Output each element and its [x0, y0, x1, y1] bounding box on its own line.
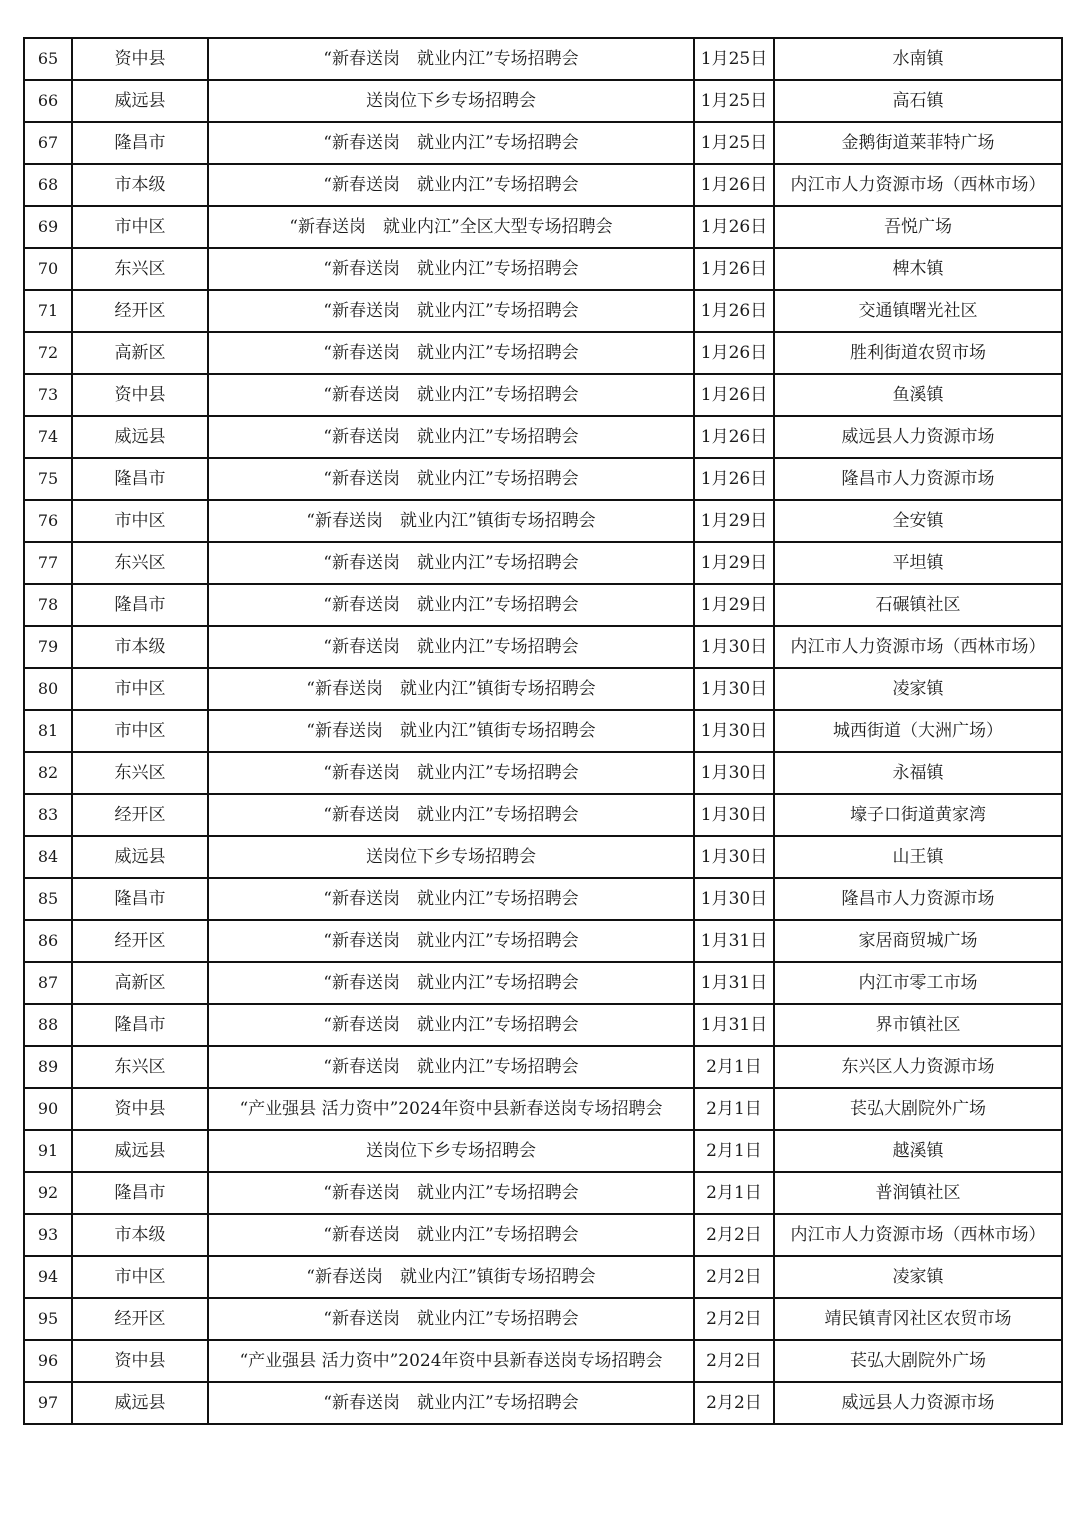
- venue-cell: 普润镇社区: [774, 1172, 1062, 1214]
- date-cell: 1月26日: [694, 458, 774, 500]
- row-number: 71: [24, 290, 72, 332]
- venue-cell: 永福镇: [774, 752, 1062, 794]
- table-row: [24, 164, 1062, 206]
- date-cell: 1月26日: [694, 164, 774, 206]
- venue-cell: 交通镇曙光社区: [774, 290, 1062, 332]
- row-number: 88: [24, 1004, 72, 1046]
- venue-cell: 鱼溪镇: [774, 374, 1062, 416]
- district-cell: 资中县: [72, 1088, 208, 1130]
- date-cell: 1月30日: [694, 794, 774, 836]
- district-cell: 市本级: [72, 1214, 208, 1256]
- district-cell: 隆昌市: [72, 584, 208, 626]
- row-number: 79: [24, 626, 72, 668]
- venue-cell: 山王镇: [774, 836, 1062, 878]
- date-cell: 1月26日: [694, 332, 774, 374]
- table-row: [24, 962, 1062, 1004]
- district-cell: 经开区: [72, 1298, 208, 1340]
- table-row: [24, 500, 1062, 542]
- event-name-cell: “新春送岗 就业内江”镇街专场招聘会: [208, 710, 694, 752]
- row-number: 95: [24, 1298, 72, 1340]
- district-cell: 隆昌市: [72, 458, 208, 500]
- table-row: [24, 332, 1062, 374]
- table-row: [24, 122, 1062, 164]
- date-cell: 2月1日: [694, 1046, 774, 1088]
- district-cell: 市中区: [72, 1256, 208, 1298]
- district-cell: 市中区: [72, 500, 208, 542]
- row-number: 84: [24, 836, 72, 878]
- row-number: 94: [24, 1256, 72, 1298]
- row-number: 75: [24, 458, 72, 500]
- venue-cell: 全安镇: [774, 500, 1062, 542]
- event-name-cell: “新春送岗 就业内江”全区大型专场招聘会: [208, 206, 694, 248]
- table-row: [24, 836, 1062, 878]
- table-row: [24, 206, 1062, 248]
- venue-cell: 内江市人力资源市场（西林市场）: [774, 1214, 1062, 1256]
- event-name-cell: “新春送岗 就业内江”专场招聘会: [208, 1298, 694, 1340]
- date-cell: 2月2日: [694, 1382, 774, 1424]
- date-cell: 1月31日: [694, 920, 774, 962]
- event-name-cell: “新春送岗 就业内江”专场招聘会: [208, 1046, 694, 1088]
- table-row: [24, 1088, 1062, 1130]
- date-cell: 1月30日: [694, 836, 774, 878]
- row-number: 70: [24, 248, 72, 290]
- event-name-cell: “新春送岗 就业内江”专场招聘会: [208, 878, 694, 920]
- venue-cell: 越溪镇: [774, 1130, 1062, 1172]
- venue-cell: 金鹅街道莱菲特广场: [774, 122, 1062, 164]
- date-cell: 1月25日: [694, 122, 774, 164]
- row-number: 93: [24, 1214, 72, 1256]
- venue-cell: 东兴区人力资源市场: [774, 1046, 1062, 1088]
- row-number: 82: [24, 752, 72, 794]
- event-name-cell: “新春送岗 就业内江”专场招聘会: [208, 458, 694, 500]
- row-number: 67: [24, 122, 72, 164]
- table-row: [24, 1382, 1062, 1424]
- venue-cell: 凌家镇: [774, 1256, 1062, 1298]
- venue-cell: 石碾镇社区: [774, 584, 1062, 626]
- table-row: [24, 248, 1062, 290]
- district-cell: 资中县: [72, 1340, 208, 1382]
- table-row: [24, 416, 1062, 458]
- date-cell: 2月1日: [694, 1088, 774, 1130]
- venue-cell: 壕子口街道黄家湾: [774, 794, 1062, 836]
- date-cell: 1月30日: [694, 626, 774, 668]
- district-cell: 隆昌市: [72, 878, 208, 920]
- event-name-cell: “新春送岗 就业内江”专场招聘会: [208, 122, 694, 164]
- table-row: [24, 1340, 1062, 1382]
- venue-cell: 家居商贸城广场: [774, 920, 1062, 962]
- table-row: [24, 668, 1062, 710]
- district-cell: 市中区: [72, 710, 208, 752]
- event-name-cell: “新春送岗 就业内江”镇街专场招聘会: [208, 500, 694, 542]
- date-cell: 1月30日: [694, 878, 774, 920]
- table-row: [24, 878, 1062, 920]
- table-row: [24, 38, 1062, 80]
- date-cell: 2月1日: [694, 1130, 774, 1172]
- date-cell: 1月29日: [694, 584, 774, 626]
- date-cell: 2月2日: [694, 1340, 774, 1382]
- venue-cell: 水南镇: [774, 38, 1062, 80]
- schedule-table-body: [24, 38, 1062, 1424]
- event-name-cell: “新春送岗 就业内江”专场招聘会: [208, 248, 694, 290]
- venue-cell: 平坦镇: [774, 542, 1062, 584]
- date-cell: 2月2日: [694, 1214, 774, 1256]
- district-cell: 经开区: [72, 290, 208, 332]
- district-cell: 经开区: [72, 920, 208, 962]
- table-row: [24, 458, 1062, 500]
- table-row: [24, 794, 1062, 836]
- venue-cell: 吾悦广场: [774, 206, 1062, 248]
- venue-cell: 隆昌市人力资源市场: [774, 458, 1062, 500]
- event-name-cell: “新春送岗 就业内江”专场招聘会: [208, 1004, 694, 1046]
- row-number: 65: [24, 38, 72, 80]
- venue-cell: 界市镇社区: [774, 1004, 1062, 1046]
- row-number: 96: [24, 1340, 72, 1382]
- table-row: [24, 542, 1062, 584]
- table-row: [24, 1172, 1062, 1214]
- row-number: 92: [24, 1172, 72, 1214]
- row-number: 76: [24, 500, 72, 542]
- district-cell: 市中区: [72, 668, 208, 710]
- row-number: 68: [24, 164, 72, 206]
- venue-cell: 椑木镇: [774, 248, 1062, 290]
- event-name-cell: 送岗位下乡专场招聘会: [208, 80, 694, 122]
- venue-cell: 隆昌市人力资源市场: [774, 878, 1062, 920]
- row-number: 89: [24, 1046, 72, 1088]
- date-cell: 1月31日: [694, 1004, 774, 1046]
- table-row: [24, 626, 1062, 668]
- row-number: 90: [24, 1088, 72, 1130]
- table-row: [24, 752, 1062, 794]
- venue-cell: 内江市人力资源市场（西林市场）: [774, 626, 1062, 668]
- event-name-cell: “新春送岗 就业内江”专场招聘会: [208, 752, 694, 794]
- event-name-cell: “新春送岗 就业内江”专场招聘会: [208, 374, 694, 416]
- event-name-cell: “新春送岗 就业内江”专场招聘会: [208, 626, 694, 668]
- venue-cell: 胜利街道农贸市场: [774, 332, 1062, 374]
- district-cell: 市本级: [72, 164, 208, 206]
- district-cell: 资中县: [72, 374, 208, 416]
- table-row: [24, 1214, 1062, 1256]
- district-cell: 高新区: [72, 332, 208, 374]
- event-name-cell: 送岗位下乡专场招聘会: [208, 836, 694, 878]
- venue-cell: 凌家镇: [774, 668, 1062, 710]
- district-cell: 隆昌市: [72, 122, 208, 164]
- date-cell: 2月1日: [694, 1172, 774, 1214]
- date-cell: 2月2日: [694, 1256, 774, 1298]
- table-row: [24, 1298, 1062, 1340]
- row-number: 87: [24, 962, 72, 1004]
- date-cell: 1月26日: [694, 374, 774, 416]
- venue-cell: 靖民镇青冈社区农贸市场: [774, 1298, 1062, 1340]
- district-cell: 经开区: [72, 794, 208, 836]
- table-row: [24, 1256, 1062, 1298]
- district-cell: 威远县: [72, 1130, 208, 1172]
- row-number: 97: [24, 1382, 72, 1424]
- date-cell: 1月26日: [694, 206, 774, 248]
- event-name-cell: “新春送岗 就业内江”专场招聘会: [208, 584, 694, 626]
- event-name-cell: “新春送岗 就业内江”专场招聘会: [208, 920, 694, 962]
- venue-cell: 内江市人力资源市场（西林市场）: [774, 164, 1062, 206]
- venue-cell: 苌弘大剧院外广场: [774, 1088, 1062, 1130]
- district-cell: 隆昌市: [72, 1004, 208, 1046]
- district-cell: 隆昌市: [72, 1172, 208, 1214]
- venue-cell: 威远县人力资源市场: [774, 416, 1062, 458]
- date-cell: 1月30日: [694, 668, 774, 710]
- date-cell: 2月2日: [694, 1298, 774, 1340]
- event-name-cell: “新春送岗 就业内江”专场招聘会: [208, 962, 694, 1004]
- event-name-cell: “新春送岗 就业内江”专场招聘会: [208, 38, 694, 80]
- date-cell: 1月25日: [694, 80, 774, 122]
- table-row: [24, 1046, 1062, 1088]
- district-cell: 东兴区: [72, 542, 208, 584]
- date-cell: 1月26日: [694, 248, 774, 290]
- row-number: 66: [24, 80, 72, 122]
- district-cell: 东兴区: [72, 1046, 208, 1088]
- event-name-cell: 送岗位下乡专场招聘会: [208, 1130, 694, 1172]
- table-row: [24, 710, 1062, 752]
- event-name-cell: “新春送岗 就业内江”专场招聘会: [208, 542, 694, 584]
- event-name-cell: “新春送岗 就业内江”专场招聘会: [208, 1382, 694, 1424]
- table-row: [24, 1004, 1062, 1046]
- event-name-cell: “新春送岗 就业内江”专场招聘会: [208, 416, 694, 458]
- district-cell: 威远县: [72, 1382, 208, 1424]
- venue-cell: 高石镇: [774, 80, 1062, 122]
- venue-cell: 城西街道（大洲广场）: [774, 710, 1062, 752]
- row-number: 78: [24, 584, 72, 626]
- date-cell: 1月29日: [694, 542, 774, 584]
- district-cell: 威远县: [72, 80, 208, 122]
- row-number: 83: [24, 794, 72, 836]
- table-row: [24, 1130, 1062, 1172]
- table-row: [24, 290, 1062, 332]
- district-cell: 东兴区: [72, 248, 208, 290]
- district-cell: 高新区: [72, 962, 208, 1004]
- district-cell: 市本级: [72, 626, 208, 668]
- event-name-cell: “产业强县 活力资中”2024年资中县新春送岗专场招聘会: [208, 1340, 694, 1382]
- row-number: 86: [24, 920, 72, 962]
- date-cell: 1月26日: [694, 290, 774, 332]
- row-number: 80: [24, 668, 72, 710]
- event-name-cell: “新春送岗 就业内江”专场招聘会: [208, 1172, 694, 1214]
- table-row: [24, 374, 1062, 416]
- row-number: 73: [24, 374, 72, 416]
- date-cell: 1月31日: [694, 962, 774, 1004]
- date-cell: 1月26日: [694, 416, 774, 458]
- event-name-cell: “新春送岗 就业内江”镇街专场招聘会: [208, 1256, 694, 1298]
- row-number: 81: [24, 710, 72, 752]
- event-name-cell: “新春送岗 就业内江”专场招聘会: [208, 290, 694, 332]
- table-row: [24, 80, 1062, 122]
- row-number: 69: [24, 206, 72, 248]
- venue-cell: 苌弘大剧院外广场: [774, 1340, 1062, 1382]
- date-cell: 1月30日: [694, 710, 774, 752]
- event-name-cell: “新春送岗 就业内江”专场招聘会: [208, 1214, 694, 1256]
- date-cell: 1月25日: [694, 38, 774, 80]
- event-name-cell: “新春送岗 就业内江”专场招聘会: [208, 794, 694, 836]
- event-name-cell: “产业强县 活力资中”2024年资中县新春送岗专场招聘会: [208, 1088, 694, 1130]
- date-cell: 1月29日: [694, 500, 774, 542]
- row-number: 85: [24, 878, 72, 920]
- event-name-cell: “新春送岗 就业内江”专场招聘会: [208, 164, 694, 206]
- district-cell: 威远县: [72, 836, 208, 878]
- venue-cell: 威远县人力资源市场: [774, 1382, 1062, 1424]
- job-fair-schedule-table: [23, 37, 1063, 1425]
- row-number: 77: [24, 542, 72, 584]
- district-cell: 资中县: [72, 38, 208, 80]
- district-cell: 东兴区: [72, 752, 208, 794]
- table-row: [24, 920, 1062, 962]
- date-cell: 1月30日: [694, 752, 774, 794]
- event-name-cell: “新春送岗 就业内江”镇街专场招聘会: [208, 668, 694, 710]
- row-number: 72: [24, 332, 72, 374]
- district-cell: 市中区: [72, 206, 208, 248]
- table-row: [24, 584, 1062, 626]
- row-number: 91: [24, 1130, 72, 1172]
- event-name-cell: “新春送岗 就业内江”专场招聘会: [208, 332, 694, 374]
- row-number: 74: [24, 416, 72, 458]
- district-cell: 威远县: [72, 416, 208, 458]
- venue-cell: 内江市零工市场: [774, 962, 1062, 1004]
